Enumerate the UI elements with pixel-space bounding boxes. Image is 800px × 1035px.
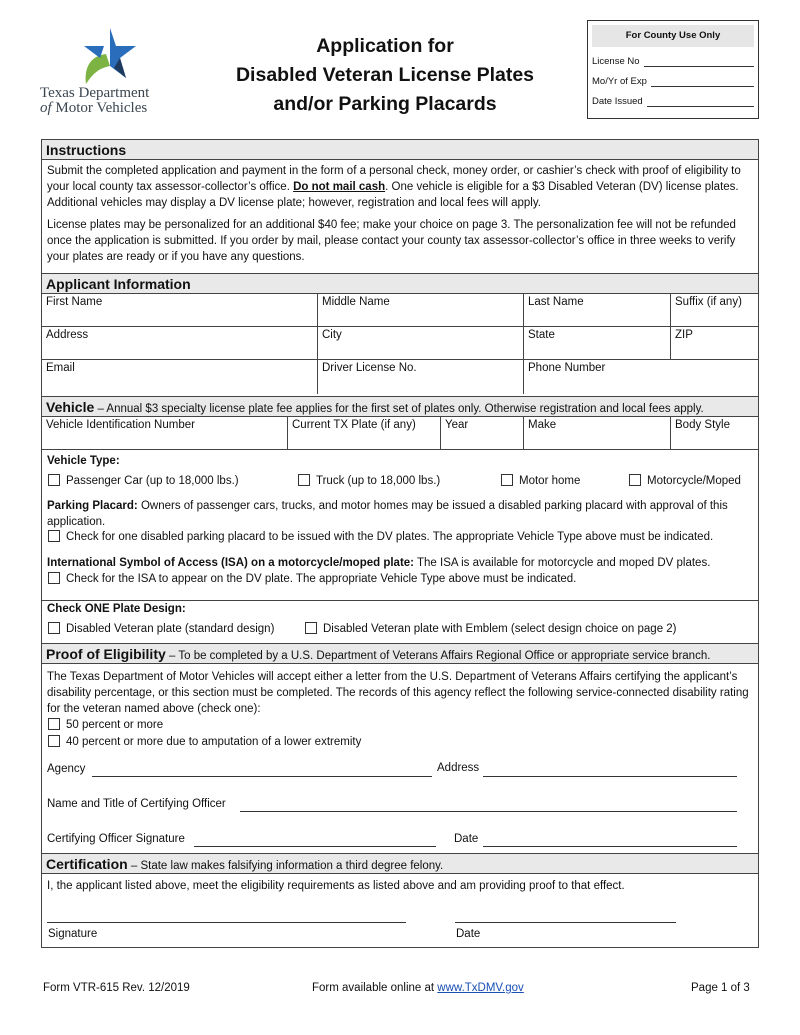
logo-line-2: Motor Vehicles — [51, 100, 148, 116]
suffix-field[interactable] — [671, 294, 758, 327]
checkbox[interactable] — [629, 474, 641, 486]
eligibility-text: The Texas Department of Motor Vehicles will accept either a letter from the U.S. Department of Veterans Affairs certifying the applicant’s disability percentage, or this section must be completed. The records of this agency reflect the following service-connected disability rating for the veteran named above (check one): — [47, 671, 749, 715]
county-license-no[interactable] — [592, 53, 754, 67]
divider — [42, 600, 758, 601]
instructions-paragraph-2: License plates may be personalized for an additional $40 fee; make your choice on page 3. The personalization fee will not be refunded once the application is submitted. If you order by mail, please contact your county tax assessor-collector’s office in three weeks to verify your plates are ready or if you have any questions. — [47, 219, 736, 263]
placard-label: Parking Placard: — [47, 500, 138, 512]
design-emblem[interactable] — [305, 622, 677, 635]
isa-desc: The ISA is available for motorcycle and moped DV plates. — [414, 557, 711, 569]
applicant-date-line[interactable] — [455, 922, 676, 923]
checkbox[interactable] — [501, 474, 513, 486]
isa-checkbox-row[interactable] — [48, 572, 576, 585]
address-field[interactable] — [42, 327, 318, 360]
officer-date-label: Date — [454, 833, 479, 845]
certification-note: – State law makes falsifying information a third degree felony. — [127, 860, 444, 872]
type-passenger-car[interactable] — [48, 474, 239, 487]
vehicle-type-label: Vehicle Type: — [47, 455, 120, 467]
field-label: First Name — [46, 296, 103, 308]
officer-date-line[interactable] — [483, 846, 737, 847]
field-line — [644, 57, 754, 67]
eligibility-note: – To be completed by a U.S. Department of Veterans Affairs Regional Office or appropriate service branch. — [165, 650, 711, 662]
agency-line[interactable] — [92, 776, 432, 777]
field-line — [651, 77, 754, 87]
title-line-3: and/or Parking Placards — [273, 93, 497, 115]
checkbox[interactable] — [48, 474, 60, 486]
zip-field[interactable] — [671, 327, 758, 360]
field-label: Last Name — [528, 296, 584, 308]
vin-field[interactable] — [42, 417, 288, 450]
option-label: 40 percent or more due to amputation of a lower extremity — [66, 736, 362, 748]
field-label: Driver License No. — [322, 362, 417, 374]
checkbox[interactable] — [48, 735, 60, 747]
year-field[interactable] — [441, 417, 524, 450]
instr-no-cash: Do not mail cash — [293, 181, 386, 193]
applicant-signature-label: Signature — [48, 928, 98, 940]
parking-placard-text — [47, 498, 755, 530]
officer-signature-label: Certifying Officer Signature — [47, 833, 185, 845]
form-title — [210, 32, 560, 119]
instr-p1-c: . One vehicle is eligible for a $3 Disabled Veteran (DV) license plates. Additional vehicles may display a DV license plate; however, registration and local fees will apply. — [47, 181, 739, 209]
logo-line-2-prefix: of — [40, 100, 52, 116]
current-plate-field[interactable] — [288, 417, 441, 450]
eligibility-heading — [42, 643, 758, 664]
field-line — [647, 97, 754, 107]
form-number: Form VTR-615 Rev. 12/2019 — [43, 982, 190, 994]
first-name-field[interactable] — [42, 294, 318, 327]
applicant-title: Applicant Information — [46, 276, 191, 292]
checkbox[interactable] — [305, 622, 317, 634]
type-motorcycle[interactable] — [629, 474, 741, 487]
option-label: Passenger Car (up to 18,000 lbs.) — [66, 475, 239, 487]
field-label: State — [528, 329, 555, 341]
online-availability — [312, 982, 524, 994]
instructions-title: Instructions — [46, 142, 127, 158]
instructions-heading — [42, 139, 758, 160]
eligibility-address-line[interactable] — [483, 776, 737, 777]
checkbox[interactable] — [48, 530, 60, 542]
plate-design-label: Check ONE Plate Design: — [47, 603, 186, 615]
officer-label: Name and Title of Certifying Officer — [47, 798, 226, 810]
county-field-label: License No — [592, 56, 640, 67]
option-label: Motorcycle/Moped — [647, 475, 741, 487]
option-label: Truck (up to 18,000 lbs.) — [316, 475, 441, 487]
vehicle-title: Vehicle — [46, 399, 95, 415]
design-standard[interactable] — [48, 622, 274, 635]
phone-field[interactable] — [524, 360, 758, 394]
make-field[interactable] — [524, 417, 671, 450]
field-label: Vehicle Identification Number — [46, 419, 195, 431]
county-date-issued[interactable] — [592, 93, 754, 107]
applicant-signature-line[interactable] — [47, 922, 406, 923]
application-form — [41, 139, 759, 948]
field-label: Year — [445, 419, 469, 431]
checkbox[interactable] — [48, 622, 60, 634]
county-field-label: Mo/Yr of Exp — [592, 76, 647, 87]
vehicle-heading — [42, 396, 758, 417]
officer-signature-line[interactable] — [194, 846, 436, 847]
online-prefix: Form available online at — [312, 982, 438, 994]
option-label: 50 percent or more — [66, 719, 164, 731]
placard-checkbox-row[interactable] — [48, 530, 713, 543]
email-field[interactable] — [42, 360, 318, 394]
officer-line[interactable] — [240, 811, 737, 812]
vehicle-note: – Annual $3 specialty license plate fee applies for the first set of plates only. Otherwise registration and local fees apply. — [94, 403, 704, 415]
certification-heading — [42, 853, 758, 874]
city-field[interactable] — [318, 327, 524, 360]
page-number: Page 1 of 3 — [691, 982, 750, 994]
option-label: Check for the ISA to appear on the DV plate. The appropriate Vehicle Type above must be indicated. — [66, 573, 577, 585]
field-label: Address — [46, 329, 89, 341]
eligibility-title: Proof of Eligibility — [46, 646, 166, 662]
field-label: Body Style — [675, 419, 730, 431]
agency-label: Agency — [47, 763, 86, 775]
checkbox[interactable] — [48, 718, 60, 730]
checkbox[interactable] — [298, 474, 310, 486]
applicant-heading — [42, 273, 758, 294]
title-line-2: Disabled Veteran License Plates — [235, 64, 535, 86]
star-logo-icon — [76, 28, 138, 86]
body-style-field[interactable] — [671, 417, 758, 450]
county-field-label: Date Issued — [592, 96, 643, 107]
option-label: Disabled Veteran plate with Emblem (select design choice on page 2) — [323, 623, 677, 635]
certification-text: I, the applicant listed above, meet the eligibility requirements as listed above and am providing proof to that effect. — [47, 880, 625, 892]
txdmv-logo — [40, 28, 175, 123]
eligibility-address-label: Address — [437, 762, 480, 774]
placard-desc: Owners of passenger cars, trucks, and motor homes may be issued a disabled parking placard with approval of this application. — [47, 500, 728, 528]
field-label: City — [322, 329, 342, 341]
instructions-paragraph-1 — [47, 163, 755, 211]
field-label: Phone Number — [528, 362, 606, 374]
option-50-percent[interactable] — [48, 718, 163, 731]
field-label: ZIP — [675, 329, 693, 341]
last-name-field[interactable] — [524, 294, 671, 327]
field-label: Make — [528, 419, 557, 431]
option-40-percent[interactable] — [48, 735, 361, 748]
option-label: Motor home — [519, 475, 581, 487]
checkbox[interactable] — [48, 572, 60, 584]
field-label: Current TX Plate (if any) — [292, 419, 416, 431]
certification-title: Certification — [46, 856, 128, 872]
type-motor-home[interactable] — [501, 474, 580, 487]
field-label: Email — [46, 362, 75, 374]
county-use-heading: For County Use Only — [592, 25, 754, 47]
type-truck[interactable] — [298, 474, 440, 487]
middle-name-field[interactable] — [318, 294, 524, 327]
state-field[interactable] — [524, 327, 671, 360]
option-label: Disabled Veteran plate (standard design) — [66, 623, 275, 635]
isa-label: International Symbol of Access (ISA) on a motorcycle/moped plate: — [47, 557, 415, 569]
field-label: Suffix (if any) — [675, 296, 742, 308]
county-exp[interactable] — [592, 73, 754, 87]
applicant-date-label: Date — [456, 928, 481, 940]
title-line-1: Application for — [316, 35, 454, 57]
logo-text — [40, 86, 175, 116]
isa-text — [47, 555, 755, 571]
instr-p1-a: Submit the completed application and payment in the form of a personal check, money order, or cashier’s check with proof of eligibility to your local county tax assessor-collector’s office. — [47, 165, 741, 193]
option-label: Check for one disabled parking placard to be issued with the DV plates. The appropriate Vehicle Type above must be indicated. — [66, 531, 714, 543]
county-use-box — [587, 20, 759, 119]
field-label: Middle Name — [322, 296, 390, 308]
logo-line-1: Texas Department — [40, 85, 150, 101]
driver-license-field[interactable] — [318, 360, 524, 394]
txdmv-link[interactable]: www.TxDMV.gov — [437, 982, 524, 994]
